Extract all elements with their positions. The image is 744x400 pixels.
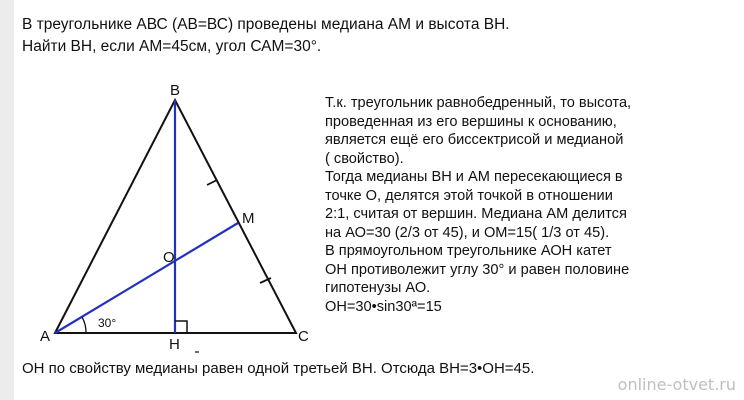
solution-line: В прямоугольном треугольнике АОН катет	[325, 243, 612, 259]
point-label-o: O	[163, 249, 175, 266]
solution-line: Тогда медианы ВН и АМ пересекающиеся в	[325, 169, 623, 185]
conclusion-line: ОН по свойству медианы равен одной третьей ВН. Отсюда ВН=3•ОН=45.	[22, 360, 535, 377]
angle-label: 30°	[98, 316, 117, 330]
solution-line: Т.к. треугольник равнобедренный, то высота,	[325, 95, 632, 111]
point-label-c: C	[298, 328, 309, 345]
point-label-m: M	[242, 210, 255, 227]
solution-line: 2:1, считая от вершин. Медиана АМ делится	[325, 206, 627, 222]
solution-line: является ещё его биссектрисой и медианой	[325, 132, 624, 148]
solution-line: проведенная из его вершины к основанию,	[325, 113, 617, 130]
point-label-a: A	[40, 328, 51, 345]
solution-line: гипотенузы АО.	[325, 280, 431, 296]
point-label-h: H	[169, 336, 180, 353]
solution-line: ОН=30•sin30ª=15	[325, 298, 442, 315]
tick-mark-bm	[207, 180, 217, 185]
watermark: online-otvet.ru	[617, 375, 736, 394]
angle-arc-a	[82, 317, 86, 333]
solution-line: точке О, делятся этой точкой в отношении	[325, 187, 613, 204]
task-line-1: В треугольнике АВС (АВ=ВС) проведены медиана АМ и высота ВН.	[22, 16, 510, 33]
task-line-2: Найти ВН, если АМ=45см, угол САМ=30°.	[22, 38, 322, 55]
solution-line: на АО=30 (2/3 от 45), и ОМ=15( 1/3 от 45).	[325, 224, 610, 241]
right-angle-mark	[175, 321, 187, 333]
solution-line: ( свойство).	[325, 150, 404, 167]
solution-text	[325, 94, 735, 316]
solution-line: ОН противолежит углу 30° и равен половине	[325, 261, 630, 278]
point-label-b: B	[170, 82, 181, 99]
